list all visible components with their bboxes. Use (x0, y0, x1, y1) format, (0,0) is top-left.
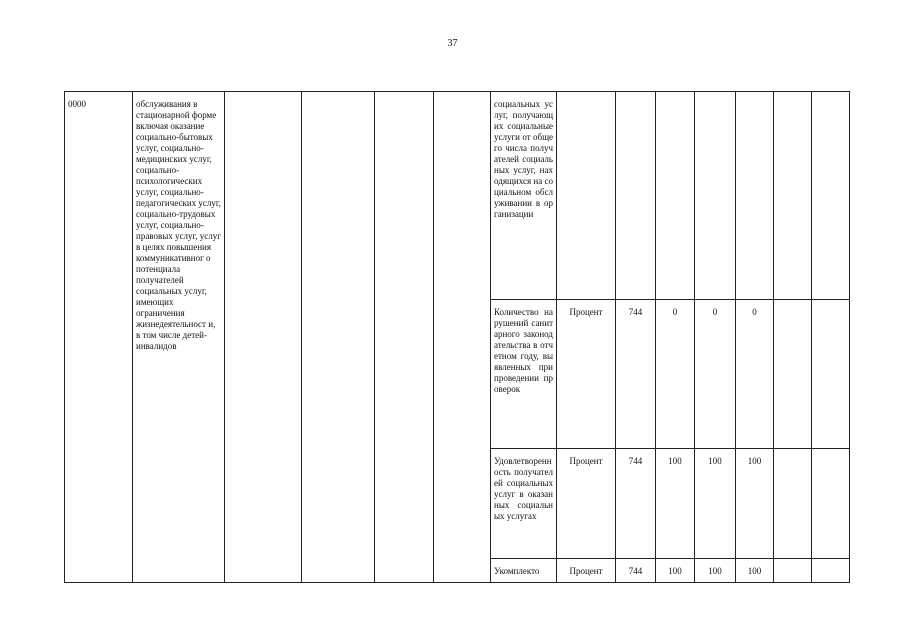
value-cell: 100 (736, 449, 774, 559)
indicator-name-cell: Укомплекто (491, 559, 557, 583)
value-cell: 100 (736, 559, 774, 583)
value-cell: 0 (736, 300, 774, 449)
value-cell (774, 449, 812, 559)
value-cell (812, 559, 850, 583)
value-cell (695, 92, 736, 300)
okei-code-cell: 744 (616, 300, 656, 449)
value-cell: 100 (656, 449, 695, 559)
value-cell: 0 (695, 300, 736, 449)
indicator-name-cell: социальных услуг, получающих социальные услуги от общего числа получателей социальных услуг, находящихся на социальном обслуживании в организации (491, 92, 557, 300)
value-cell (812, 449, 850, 559)
value-cell (812, 300, 850, 449)
value-cell (736, 92, 774, 300)
value-cell (812, 92, 850, 300)
service-code-cell: 0000 (65, 92, 133, 583)
okei-code-cell: 744 (616, 449, 656, 559)
table-row (65, 92, 850, 300)
empty-cell (302, 92, 375, 583)
value-cell (774, 559, 812, 583)
unit-cell: Процент (557, 300, 616, 449)
value-cell: 0 (656, 300, 695, 449)
unit-cell: Процент (557, 559, 616, 583)
service-description-cell: обслуживания в стационарной форме включая оказание социально-бытовых услуг, социально-медицинских услуг, социально-психологических услуг, социально-педагогических услуг, социально-трудовых услуг, социально-правовых услуг, услуг в целях повышения коммуникативног о потенциала получателей социальных услуг, имеющих ограничения жизнедеятельност и, в том числе детей-инвалидов (133, 92, 225, 583)
value-cell: 100 (695, 449, 736, 559)
empty-cell (375, 92, 434, 583)
indicator-name-cell: Количество нарушений санитарного законодательства в отчетном году, выявленных при проведении проверок (491, 300, 557, 449)
empty-cell (225, 92, 302, 583)
empty-cell (434, 92, 491, 583)
unit-cell (557, 92, 616, 300)
value-cell: 100 (695, 559, 736, 583)
value-cell (656, 92, 695, 300)
okei-code-cell: 744 (616, 559, 656, 583)
unit-cell: Процент (557, 449, 616, 559)
value-cell (774, 300, 812, 449)
value-cell: 100 (656, 559, 695, 583)
okei-code-cell (616, 92, 656, 300)
page-number: 37 (447, 38, 458, 49)
indicator-name-cell: Удовлетворенность получателей социальных услуг в оказанных социальных услугах (491, 449, 557, 559)
service-indicators-table (64, 91, 850, 583)
value-cell (774, 92, 812, 300)
